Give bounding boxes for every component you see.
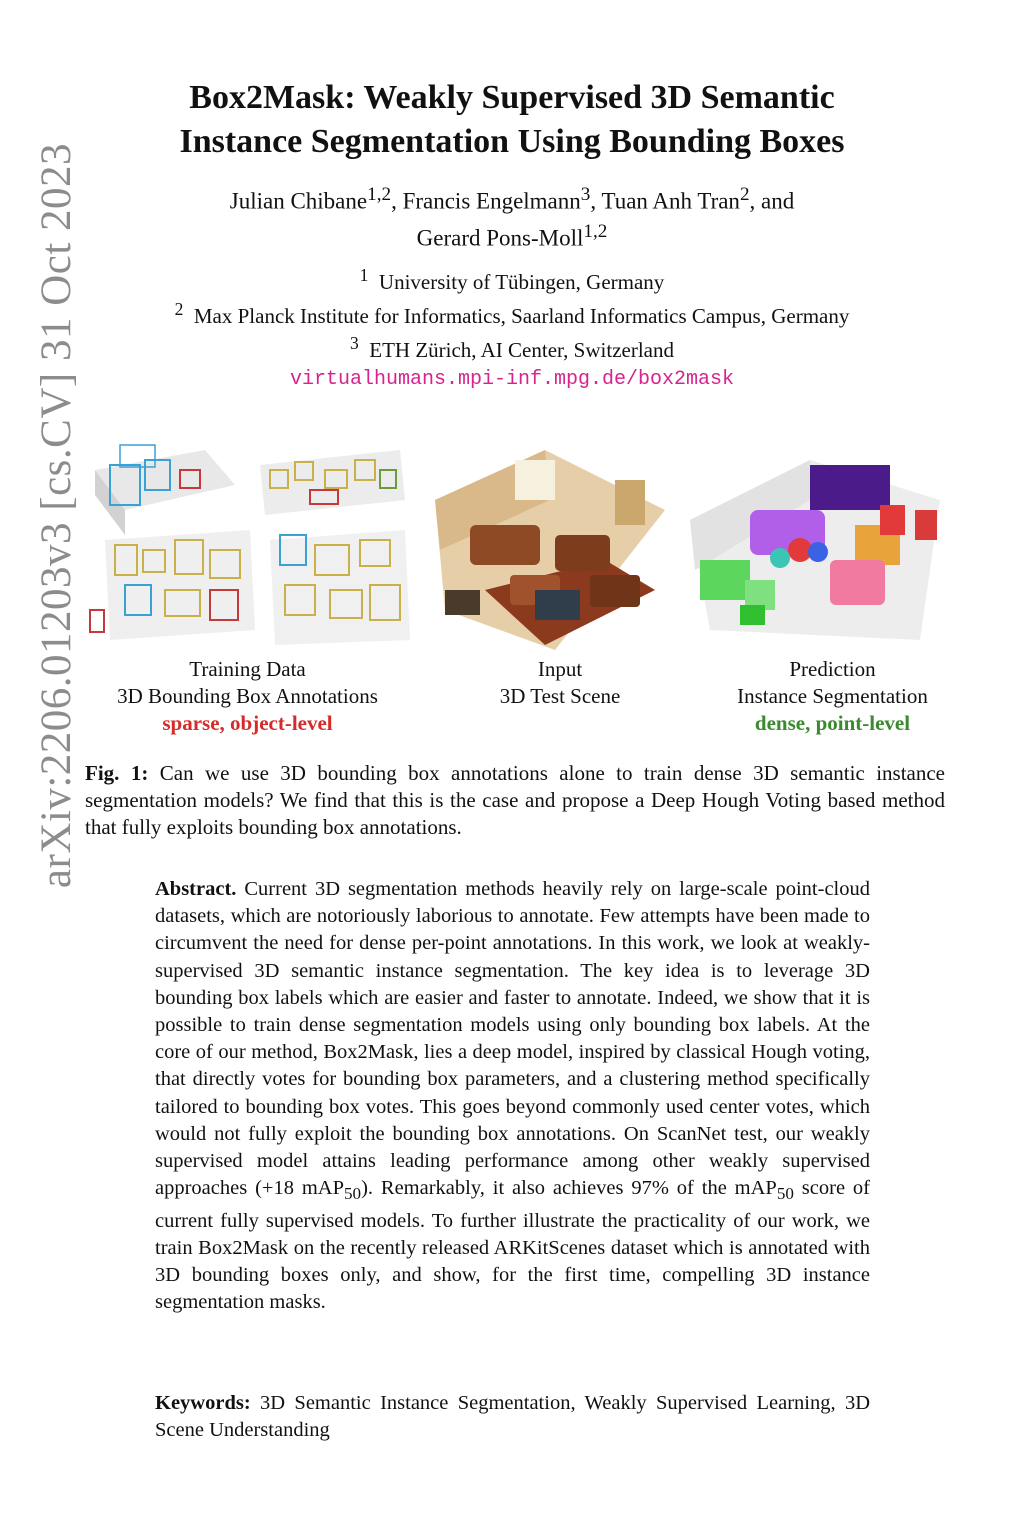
affiliation-text: ETH Zürich, AI Center, Switzerland <box>369 338 674 362</box>
caption-accent-dense: dense, point-level <box>754 711 911 735</box>
caption-heading: Input <box>537 657 583 681</box>
keywords-label: Keywords: <box>155 1392 251 1414</box>
author-list <box>0 180 1024 253</box>
training-scenes-image <box>85 440 415 655</box>
author-affil-sup: 1,2 <box>367 184 392 205</box>
figure-column-captions <box>0 656 1024 736</box>
caption-heading: Training Data <box>189 657 306 681</box>
arxiv-identifier: arXiv:2206.01203v3 [cs.CV] 31 Oct 2023 <box>33 142 81 888</box>
paper-title <box>0 76 1024 164</box>
teaser-figure <box>85 440 945 655</box>
title-line-2: Instance Segmentation Using Bounding Boxes <box>179 123 845 160</box>
affiliation-number: 1 <box>359 265 369 285</box>
title-line-1: Box2Mask: Weakly Supervised 3D Semantic <box>189 79 835 116</box>
caption-subheading: 3D Test Scene <box>499 684 621 708</box>
affiliation-item <box>0 296 1024 330</box>
abstract-sub-2: 50 <box>776 1184 794 1204</box>
caption-subheading: Instance Segmentation <box>737 684 928 708</box>
abstract-text-b: ). Remarkably, it also achieves 97% of the mAP <box>361 1177 777 1200</box>
abstract-text-a: Current 3D segmentation methods heavily rely on large-scale point-cloud datasets, which are notoriously laborious to annotate. Few attempts have been made to circumvent the need for dense per-point annotations. In this work, we look at weakly-supervised 3D semantic instance segmentation. The key idea is to leverage 3D bounding box labels which are easier and faster to annotate. Indeed, we show that it is possible to train dense segmentation models using only bounding box labels. At the core of our method, Box2Mask, lies a deep model, inspired by classical Hough voting, that directly votes for bounding box parameters, and a clustering method specifically tailored to bounding box votes. This goes beyond commonly used center votes, which would not fully exploit the bounding box annotations. On ScanNet test, our weakly supervised model attains leading performance among other weakly supervised approaches (+18 mAP <box>155 878 870 1200</box>
author-separator: , and <box>749 188 795 214</box>
keywords-text: 3D Semantic Instance Segmentation, Weakly Supervised Learning, 3D Scene Understanding <box>155 1392 870 1442</box>
affiliation-number: 2 <box>174 299 184 319</box>
project-url-link[interactable]: virtualhumans.mpi-inf.mpg.de/box2mask <box>289 368 735 391</box>
affiliation-text: Max Planck Institute for Informatics, Saarland Informatics Campus, Germany <box>193 304 850 328</box>
figure-caption-text: Can we use 3D bounding box annotations alone to train dense 3D semantic instance segmentation models? We find that this is the case and propose a Deep Hough Voting based method that fully exploits bounding box annotations. <box>85 761 946 839</box>
author-name: Francis Engelmann <box>402 188 581 214</box>
caption-subheading: 3D Bounding Box Annotations <box>117 684 378 708</box>
keywords <box>155 1390 870 1444</box>
affiliation-item <box>0 262 1024 296</box>
affiliation-list <box>0 262 1024 364</box>
affiliation-number: 3 <box>350 333 359 353</box>
caption-accent-sparse: sparse, object-level <box>162 711 333 735</box>
author-affil-sup: 2 <box>739 184 750 205</box>
scene-thumbnail-4 <box>270 530 410 645</box>
author-name: Gerard Pons-Moll <box>416 225 584 251</box>
scene-thumbnail-2 <box>260 450 405 515</box>
caption-prediction <box>705 656 960 737</box>
project-url-line <box>0 368 1024 391</box>
caption-training-data <box>85 656 410 737</box>
prediction-segmentation-image <box>680 440 945 655</box>
abstract-sub-1: 50 <box>344 1184 362 1204</box>
figure-caption-label: Fig. 1: <box>85 761 149 785</box>
scene-thumbnail-1 <box>95 445 235 535</box>
abstract-label: Abstract. <box>155 878 237 900</box>
author-affil-sup: 1,2 <box>583 220 608 242</box>
abstract <box>155 876 870 1316</box>
input-scene-image <box>415 440 680 655</box>
caption-heading: Prediction <box>789 657 876 681</box>
author-separator: , <box>391 188 403 214</box>
author-name: Julian Chibane <box>229 188 368 214</box>
caption-input <box>420 656 700 710</box>
scene-thumbnail-3 <box>90 530 255 640</box>
affiliation-text: University of Tübingen, Germany <box>378 270 665 294</box>
figure-caption <box>85 760 945 841</box>
author-name: Tuan Anh Tran <box>601 188 740 214</box>
affiliation-item <box>0 330 1024 364</box>
abstract-text-c: score of current fully supervised models. To further illustrate the practicality of our work, we train Box2Mask on the recently released ARKitScenes dataset which is annotated with 3D bounding boxes only, and show, for the first time, compelling 3D instance segmentation masks. <box>155 1177 870 1314</box>
author-affil-sup: 3 <box>580 184 591 205</box>
author-separator: , <box>590 188 602 214</box>
